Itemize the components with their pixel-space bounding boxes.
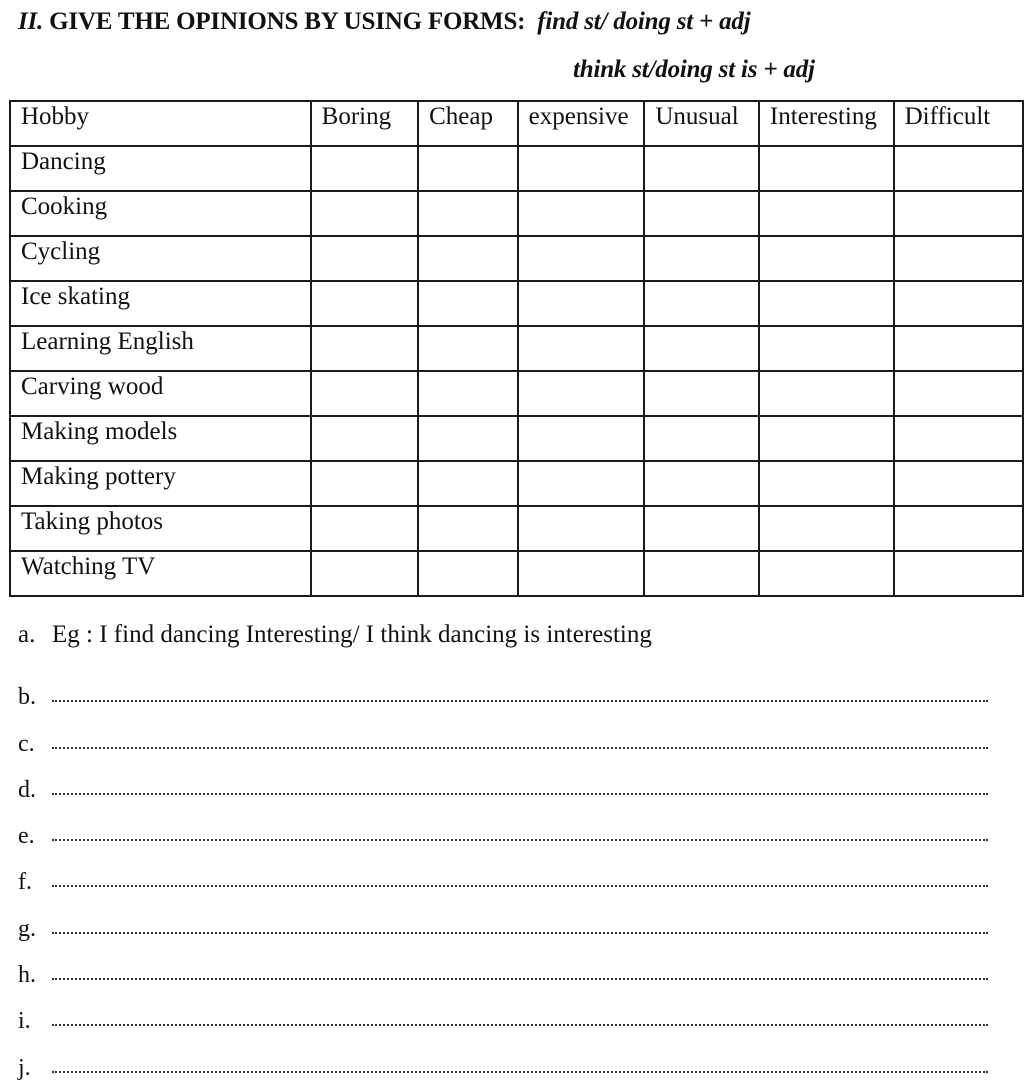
dotted-answer-blank[interactable] bbox=[52, 838, 988, 841]
opinion-cell[interactable] bbox=[418, 416, 518, 461]
opinion-cell[interactable] bbox=[518, 551, 645, 596]
opinion-cell[interactable] bbox=[418, 506, 518, 551]
hobby-cell: Cycling bbox=[10, 236, 311, 281]
opinion-cell[interactable] bbox=[311, 191, 418, 236]
opinion-cell[interactable] bbox=[418, 551, 518, 596]
opinion-cell[interactable] bbox=[311, 236, 418, 281]
opinion-cell[interactable] bbox=[518, 236, 645, 281]
hobby-opinion-table bbox=[9, 100, 1024, 597]
answer-letter: c. bbox=[18, 730, 35, 757]
opinion-cell[interactable] bbox=[518, 146, 645, 191]
opinion-cell[interactable] bbox=[418, 326, 518, 371]
opinion-cell[interactable] bbox=[644, 551, 759, 596]
table-row bbox=[10, 191, 1023, 236]
opinion-cell[interactable] bbox=[644, 461, 759, 506]
opinion-cell[interactable] bbox=[894, 236, 1023, 281]
answer-letter: e. bbox=[18, 823, 35, 850]
opinion-cell[interactable] bbox=[644, 191, 759, 236]
opinion-cell[interactable] bbox=[311, 551, 418, 596]
form-two: think st/doing st is + adj bbox=[573, 56, 815, 83]
dotted-answer-blank[interactable] bbox=[52, 746, 988, 749]
answer-letter: h. bbox=[18, 962, 36, 989]
answer-line[interactable] bbox=[18, 896, 988, 942]
dotted-answer-blank[interactable] bbox=[52, 1070, 988, 1073]
answer-line[interactable] bbox=[18, 943, 988, 989]
opinion-cell[interactable] bbox=[644, 416, 759, 461]
opinion-cell[interactable] bbox=[894, 281, 1023, 326]
answer-letter: g. bbox=[18, 915, 36, 942]
opinion-cell[interactable] bbox=[644, 326, 759, 371]
opinion-cell[interactable] bbox=[518, 326, 645, 371]
hobby-cell: Making pottery bbox=[10, 461, 311, 506]
opinion-cell[interactable] bbox=[759, 551, 894, 596]
column-header-hobby: Hobby bbox=[10, 101, 311, 146]
column-header-expensive: expensive bbox=[518, 101, 645, 146]
table-row bbox=[10, 551, 1023, 596]
example-letter: a. bbox=[18, 621, 36, 648]
table-row bbox=[10, 506, 1023, 551]
table-row bbox=[10, 461, 1023, 506]
opinion-cell[interactable] bbox=[418, 146, 518, 191]
worksheet-title bbox=[18, 8, 750, 36]
opinion-cell[interactable] bbox=[518, 191, 645, 236]
opinion-cell[interactable] bbox=[311, 146, 418, 191]
table-row bbox=[10, 236, 1023, 281]
opinion-cell[interactable] bbox=[759, 506, 894, 551]
opinion-cell[interactable] bbox=[759, 191, 894, 236]
table-row bbox=[10, 416, 1023, 461]
column-header-unusual: Unusual bbox=[644, 101, 759, 146]
opinion-cell[interactable] bbox=[894, 551, 1023, 596]
hobby-cell: Making models bbox=[10, 416, 311, 461]
answer-line[interactable] bbox=[18, 665, 988, 711]
section-label bbox=[18, 8, 525, 35]
opinion-cell[interactable] bbox=[759, 326, 894, 371]
opinion-cell[interactable] bbox=[759, 146, 894, 191]
answer-section bbox=[18, 619, 988, 1082]
opinion-cell[interactable] bbox=[311, 326, 418, 371]
answer-letter: j. bbox=[18, 1054, 31, 1081]
table-row bbox=[10, 281, 1023, 326]
column-header-cheap: Cheap bbox=[418, 101, 518, 146]
table-row bbox=[10, 371, 1023, 416]
form-one: find st/ doing st + adj bbox=[537, 8, 751, 35]
opinion-cell[interactable] bbox=[311, 506, 418, 551]
column-header-difficult: Difficult bbox=[894, 101, 1023, 146]
opinion-cell[interactable] bbox=[311, 461, 418, 506]
answer-letter: d. bbox=[18, 776, 36, 803]
hobby-cell: Carving wood bbox=[10, 371, 311, 416]
opinion-cell[interactable] bbox=[518, 506, 645, 551]
example-sentence bbox=[18, 619, 988, 665]
answer-letter: i. bbox=[18, 1008, 31, 1035]
answer-letter: f. bbox=[18, 869, 32, 896]
table-row bbox=[10, 326, 1023, 371]
answer-letter: b. bbox=[18, 684, 36, 711]
opinion-cell[interactable] bbox=[311, 416, 418, 461]
dotted-answer-blank[interactable] bbox=[52, 699, 988, 702]
opinion-cell[interactable] bbox=[759, 416, 894, 461]
column-header-interesting: Interesting bbox=[759, 101, 894, 146]
opinion-cell[interactable] bbox=[518, 416, 645, 461]
opinion-cell[interactable] bbox=[518, 371, 645, 416]
dotted-answer-blank[interactable] bbox=[52, 931, 988, 934]
opinion-cell[interactable] bbox=[518, 461, 645, 506]
dotted-answer-blank[interactable] bbox=[52, 884, 988, 887]
opinion-cell[interactable] bbox=[418, 236, 518, 281]
dotted-answer-blank[interactable] bbox=[52, 792, 988, 795]
opinion-cell[interactable] bbox=[644, 146, 759, 191]
opinion-cell[interactable] bbox=[894, 416, 1023, 461]
opinion-cell[interactable] bbox=[644, 236, 759, 281]
table-header-row bbox=[10, 101, 1023, 146]
opinion-cell[interactable] bbox=[644, 506, 759, 551]
opinion-cell[interactable] bbox=[644, 281, 759, 326]
opinion-cell[interactable] bbox=[894, 326, 1023, 371]
hobby-cell: Ice skating bbox=[10, 281, 311, 326]
section-instruction: GIVE THE OPINIONS BY USING FORMS: bbox=[49, 8, 526, 35]
opinion-cell[interactable] bbox=[894, 191, 1023, 236]
opinion-cell[interactable] bbox=[311, 281, 418, 326]
opinion-cell[interactable] bbox=[894, 461, 1023, 506]
opinion-cell[interactable] bbox=[759, 371, 894, 416]
answer-line[interactable] bbox=[18, 758, 988, 804]
example-text: Eg : I find dancing Interesting/ I think dancing is interesting bbox=[52, 621, 652, 648]
opinion-cell[interactable] bbox=[759, 236, 894, 281]
opinion-cell[interactable] bbox=[518, 281, 645, 326]
opinion-cell[interactable] bbox=[644, 371, 759, 416]
opinion-cell[interactable] bbox=[759, 461, 894, 506]
hobby-cell: Dancing bbox=[10, 146, 311, 191]
table-row bbox=[10, 146, 1023, 191]
opinion-cell[interactable] bbox=[418, 191, 518, 236]
opinion-cell[interactable] bbox=[311, 371, 418, 416]
opinion-cell[interactable] bbox=[418, 461, 518, 506]
answer-line[interactable] bbox=[18, 1035, 988, 1081]
answer-line[interactable] bbox=[18, 804, 988, 850]
hobby-cell: Learning English bbox=[10, 326, 311, 371]
opinion-cell[interactable] bbox=[418, 371, 518, 416]
dotted-answer-blank[interactable] bbox=[52, 1023, 988, 1026]
hobby-cell: Watching TV bbox=[10, 551, 311, 596]
section-roman-numeral: II. bbox=[18, 8, 44, 35]
answer-line[interactable] bbox=[18, 711, 988, 757]
opinion-cell[interactable] bbox=[894, 146, 1023, 191]
opinion-cell[interactable] bbox=[894, 371, 1023, 416]
answer-line[interactable] bbox=[18, 989, 988, 1035]
answer-line[interactable] bbox=[18, 850, 988, 896]
hobby-cell: Cooking bbox=[10, 191, 311, 236]
opinion-cell[interactable] bbox=[759, 281, 894, 326]
hobby-cell: Taking photos bbox=[10, 506, 311, 551]
opinion-cell[interactable] bbox=[418, 281, 518, 326]
column-header-boring: Boring bbox=[311, 101, 418, 146]
dotted-answer-blank[interactable] bbox=[52, 977, 988, 980]
opinion-cell[interactable] bbox=[894, 506, 1023, 551]
